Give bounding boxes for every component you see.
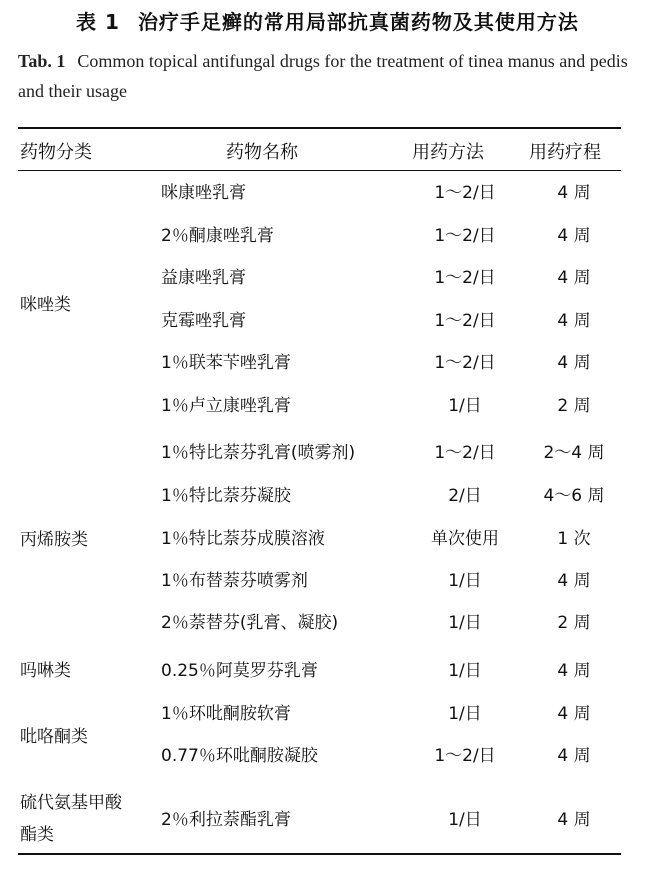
drug-course: 4 周 xyxy=(557,311,591,331)
drug-method: 1/日 xyxy=(448,613,482,633)
drug-method: 单次使用 xyxy=(431,529,499,549)
drug-method: 1/日 xyxy=(448,704,482,724)
drug-course: 4 周 xyxy=(557,353,591,373)
drug-course: 4 周 xyxy=(557,226,591,246)
drug-method: 1～2/日 xyxy=(434,268,496,288)
category-allylamines: 丙烯胺类 xyxy=(20,530,88,550)
drug-name: 1％联苯苄唑乳膏 xyxy=(161,353,291,373)
drug-course: 4 周 xyxy=(557,746,591,766)
drug-course: 2～4 周 xyxy=(543,443,605,463)
top-rule xyxy=(18,127,621,129)
table-title xyxy=(0,6,655,35)
caption-text: Common topical antifungal drugs for the treatment of tinea manus and pedis and their usage xyxy=(18,51,628,101)
caption-number: Tab. 1 xyxy=(18,51,66,71)
drug-method: 1～2/日 xyxy=(434,443,496,463)
drug-name: 益康唑乳膏 xyxy=(161,268,246,288)
drug-name: 1％环吡酮胺软膏 xyxy=(161,704,291,724)
bottom-rule xyxy=(18,853,621,855)
drug-method: 1/日 xyxy=(448,571,482,591)
drug-course: 4 周 xyxy=(557,810,591,830)
table-caption-en xyxy=(18,46,638,106)
drug-name: 咪康唑乳膏 xyxy=(161,183,246,203)
drug-method: 1～2/日 xyxy=(434,746,496,766)
header-category: 药物分类 xyxy=(20,142,92,163)
category-imidazoles: 咪唑类 xyxy=(20,295,71,315)
drug-course: 4 周 xyxy=(557,183,591,203)
table-number: 表 1 xyxy=(76,10,120,34)
drug-method: 1/日 xyxy=(448,396,482,416)
drug-name: 1％特比萘芬凝胶 xyxy=(161,486,291,506)
drug-name: 2％酮康唑乳膏 xyxy=(161,226,274,246)
drug-course: 2 周 xyxy=(557,613,591,633)
drug-name: 克霉唑乳膏 xyxy=(161,311,246,331)
drug-name: 1％特比萘芬成膜溶液 xyxy=(161,529,325,549)
category-pyridones: 吡咯酮类 xyxy=(20,727,88,747)
drug-course: 4 周 xyxy=(557,704,591,724)
header-course: 用药疗程 xyxy=(529,142,601,163)
category-morpholines: 吗啉类 xyxy=(20,661,71,681)
drug-course: 4 周 xyxy=(557,268,591,288)
drug-course: 4 周 xyxy=(557,661,591,681)
drug-method: 1～2/日 xyxy=(434,183,496,203)
table-title-text: 治疗手足癣的常用局部抗真菌药物及其使用方法 xyxy=(137,10,579,34)
drug-name: 2％萘替芬(乳膏、凝胶) xyxy=(161,613,339,633)
drug-course: 1 次 xyxy=(557,529,591,549)
drug-name: 1％布替萘芬喷雾剂 xyxy=(161,571,308,591)
drug-course: 4 周 xyxy=(557,571,591,591)
header-rule xyxy=(18,170,621,171)
drug-name: 1％卢立康唑乳膏 xyxy=(161,396,291,416)
drug-course: 4～6 周 xyxy=(543,486,605,506)
drug-method: 1～2/日 xyxy=(434,311,496,331)
drug-name: 0.25％阿莫罗芬乳膏 xyxy=(161,661,318,681)
drug-method: 1～2/日 xyxy=(434,353,496,373)
drug-method: 1/日 xyxy=(448,810,482,830)
drug-method: 1～2/日 xyxy=(434,226,496,246)
category-thiocarbamates-line1: 硫代氨基甲酸 xyxy=(20,793,122,813)
drug-name: 0.77％环吡酮胺凝胶 xyxy=(161,746,318,766)
category-thiocarbamates-line2: 酯类 xyxy=(20,825,54,845)
drug-method: 1/日 xyxy=(448,661,482,681)
drug-name: 2％利拉萘酯乳膏 xyxy=(161,810,291,830)
header-drug-name: 药物名称 xyxy=(226,142,298,163)
drug-method: 2/日 xyxy=(448,486,482,506)
drug-name: 1％特比萘芬乳膏(喷雾剂) xyxy=(161,443,356,463)
header-method: 用药方法 xyxy=(412,142,484,163)
drug-course: 2 周 xyxy=(557,396,591,416)
